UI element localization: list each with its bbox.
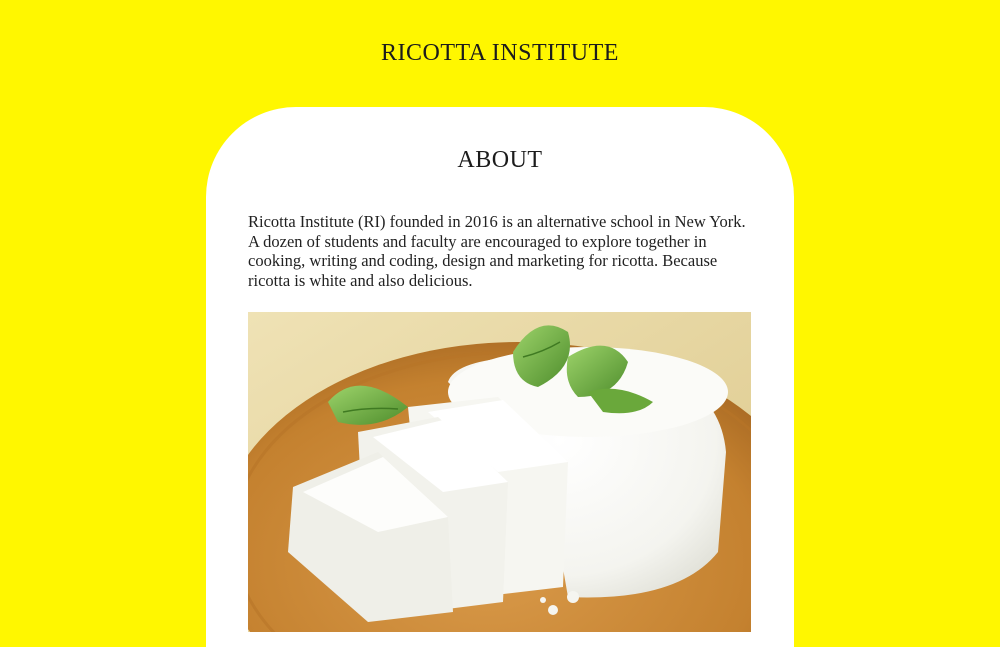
about-card xyxy=(206,107,794,647)
about-heading: ABOUT xyxy=(457,147,543,173)
ricotta-photo xyxy=(248,312,751,632)
site-title: RICOTTA INSTITUTE xyxy=(381,40,619,66)
about-text: Ricotta Institute (RI) founded in 2016 is an alternative school in New York. A dozen of students and faculty are encouraged to explore together in cooking, writing and coding, design and marketing for ricotta. Because ricotta is white and also delicious. xyxy=(248,212,746,290)
